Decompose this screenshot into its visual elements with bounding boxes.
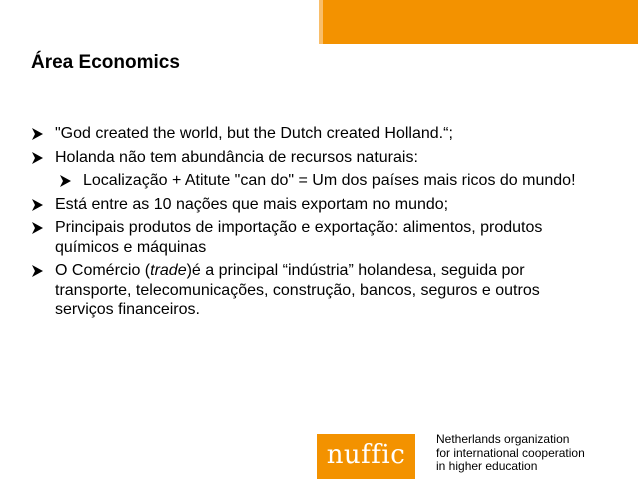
bullet-text-emphasis: trade [150, 262, 187, 279]
bullet-item [31, 124, 576, 144]
top-accent-block [319, 0, 638, 44]
sub-bullet-item [59, 171, 576, 191]
bullet-text: Holanda não tem abundância de recursos naturais: [55, 148, 418, 166]
org-line: Netherlands organization [436, 432, 570, 446]
slide-title: Área Economics [31, 52, 180, 73]
arrowhead-bullet-icon [31, 264, 44, 278]
bullet-item [31, 148, 576, 168]
bullet-text: "God created the world, but the Dutch created Holland.“; [55, 125, 453, 142]
arrowhead-bullet-icon [31, 198, 44, 212]
bullet-item [31, 195, 576, 215]
logo-text: nuffic [326, 440, 406, 470]
arrowhead-bullet-icon [31, 151, 44, 165]
bullet-item [31, 261, 576, 320]
org-line: for international cooperation [436, 445, 585, 460]
bullet-text: Principais produtos de importação e exportação: alimentos, produtos químicos e máquinas [55, 219, 543, 256]
bullet-text-before: O Comércio ( [55, 262, 151, 279]
bullet-item [31, 218, 576, 257]
arrowhead-bullet-icon [31, 221, 44, 235]
bullet-list [31, 124, 576, 324]
arrowhead-bullet-icon [59, 174, 72, 188]
bullet-text: Está entre as 10 nações que mais exportam no mundo; [55, 195, 449, 213]
bullet-text: Localização + Atitute "can do" = Um dos países mais ricos do mundo! [83, 172, 576, 189]
arrowhead-bullet-icon [31, 127, 44, 141]
bullet-text-after: )é a principal “indústria” holandesa, seguida por transporte, telecomunicações, construção, bancos, seguros e outros serviços financeiros. [55, 262, 540, 318]
nuffic-logo [317, 434, 415, 479]
organization-description [436, 433, 585, 474]
accent-strip [319, 0, 323, 44]
org-line: in higher education [436, 459, 538, 473]
